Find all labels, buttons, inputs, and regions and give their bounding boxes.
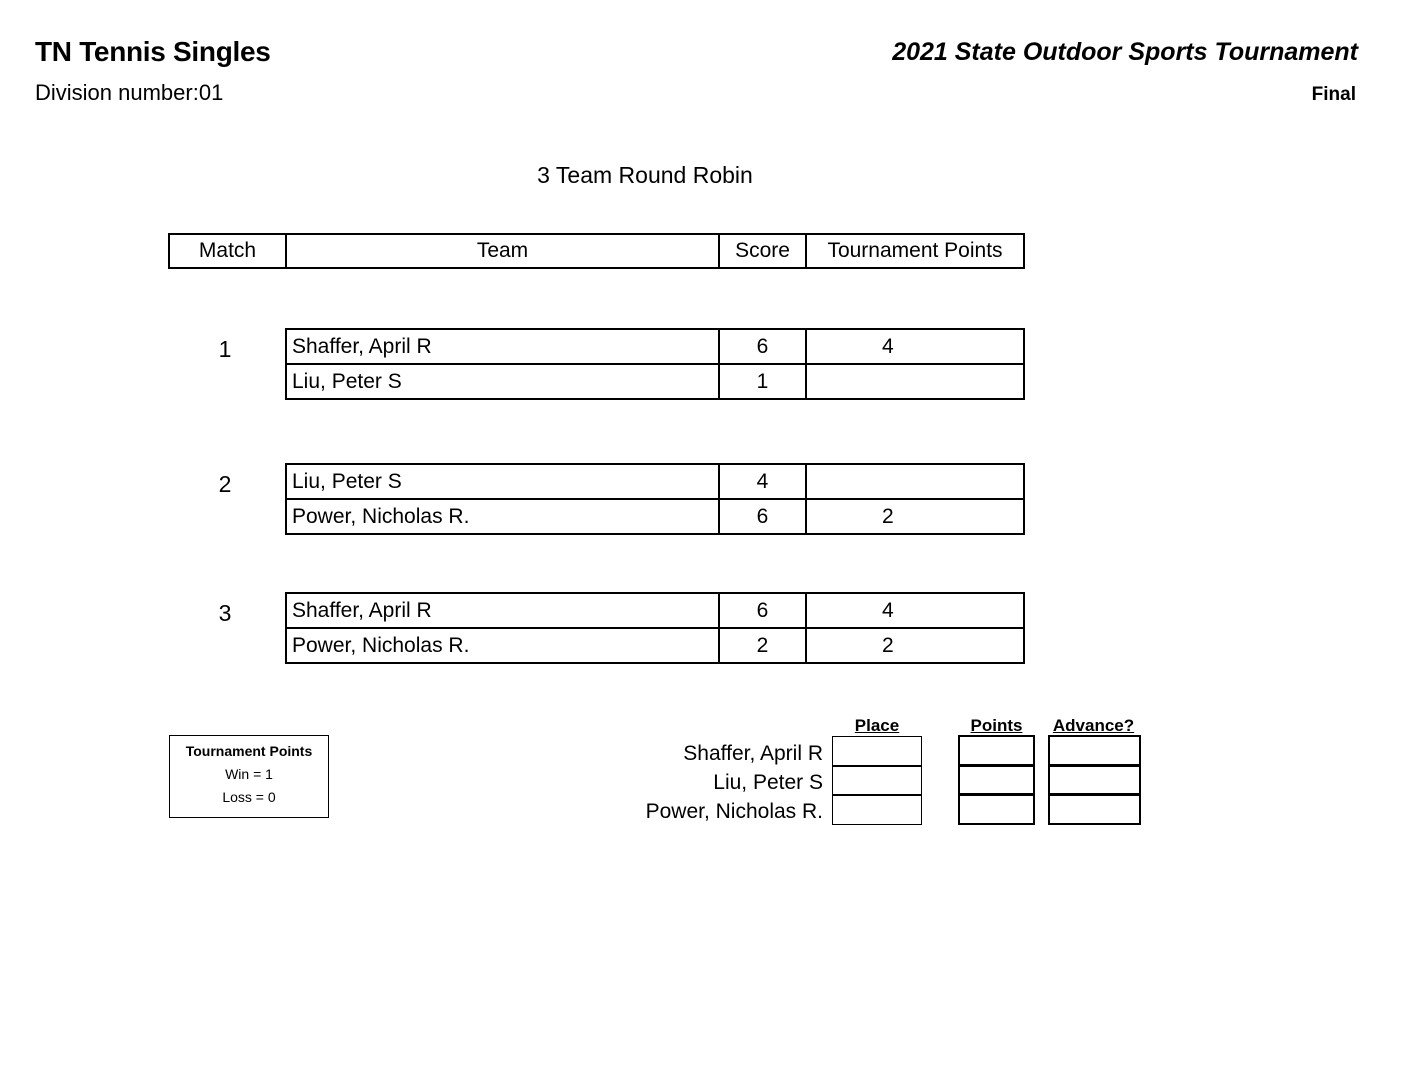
division-value: 01 bbox=[198, 80, 224, 105]
match-number: 2 bbox=[218, 471, 232, 497]
tournament-points-legend bbox=[169, 735, 329, 818]
summary-header-points: Points bbox=[970, 716, 1023, 735]
place-input-box[interactable] bbox=[832, 765, 922, 796]
points-cell: 2 bbox=[805, 627, 1025, 664]
advance-input-box[interactable] bbox=[1048, 793, 1141, 825]
points-cell: 4 bbox=[805, 328, 1025, 365]
match-number: 1 bbox=[218, 336, 232, 362]
advance-input-box[interactable] bbox=[1048, 764, 1141, 796]
summary-team-label: Liu, Peter S bbox=[713, 771, 823, 794]
score-cell: 1 bbox=[718, 363, 807, 400]
points-cell bbox=[805, 363, 1025, 400]
match-number: 3 bbox=[218, 600, 232, 626]
advance-input-box[interactable] bbox=[1048, 735, 1141, 767]
summary-team-label: Shaffer, April R bbox=[683, 742, 823, 765]
event-title: TN Tennis Singles bbox=[35, 36, 271, 67]
score-cell: 6 bbox=[718, 498, 807, 535]
team-cell: Power, Nicholas R. bbox=[285, 498, 720, 535]
place-input-box[interactable] bbox=[832, 794, 922, 825]
team-cell: Shaffer, April R bbox=[285, 328, 720, 365]
score-cell: 2 bbox=[718, 627, 807, 664]
summary-header-advance: Advance? bbox=[1052, 716, 1135, 735]
points-input-box[interactable] bbox=[958, 793, 1035, 825]
points-input-box[interactable] bbox=[958, 764, 1035, 796]
score-cell: 6 bbox=[718, 592, 807, 629]
column-header-tournament-points: Tournament Points bbox=[805, 233, 1025, 269]
points-input-box[interactable] bbox=[958, 735, 1035, 767]
score-cell: 6 bbox=[718, 328, 807, 365]
stage-label: Final bbox=[1311, 84, 1356, 105]
team-cell: Liu, Peter S bbox=[285, 463, 720, 500]
column-header-team: Team bbox=[285, 233, 720, 269]
bracket-title: 3 Team Round Robin bbox=[537, 162, 753, 188]
points-cell bbox=[805, 463, 1025, 500]
team-cell: Shaffer, April R bbox=[285, 592, 720, 629]
column-header-match: Match bbox=[168, 233, 287, 269]
legend-loss: Loss = 0 bbox=[222, 789, 276, 805]
summary-header-place: Place bbox=[854, 716, 900, 735]
tournament-title: 2021 State Outdoor Sports Tournament bbox=[892, 38, 1358, 66]
team-cell: Liu, Peter S bbox=[285, 363, 720, 400]
score-cell: 4 bbox=[718, 463, 807, 500]
summary-team-label: Power, Nicholas R. bbox=[645, 800, 823, 823]
team-cell: Power, Nicholas R. bbox=[285, 627, 720, 664]
place-input-box[interactable] bbox=[832, 736, 922, 767]
points-cell: 4 bbox=[805, 592, 1025, 629]
division-label: Division number: bbox=[35, 80, 199, 105]
division-number bbox=[35, 80, 223, 106]
legend-title: Tournament Points bbox=[185, 743, 313, 759]
legend-win: Win = 1 bbox=[225, 766, 273, 782]
column-header-score: Score bbox=[718, 233, 807, 269]
points-cell: 2 bbox=[805, 498, 1025, 535]
